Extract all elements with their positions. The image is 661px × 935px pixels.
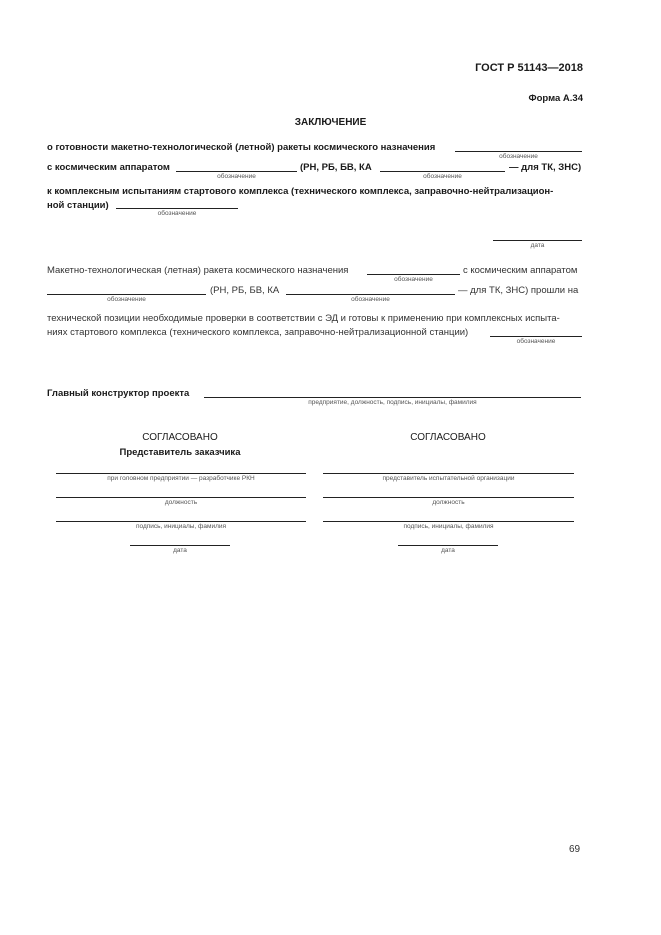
- approval-left-date-caption: дата: [173, 547, 187, 554]
- approval-right-position-caption: должность: [432, 499, 465, 506]
- approval-right-date-field[interactable]: [398, 545, 498, 546]
- rocket-designation-caption: обозначение: [499, 153, 538, 160]
- spacecraft-designation-caption: обозначение: [217, 173, 256, 180]
- page-number: 69: [569, 844, 581, 855]
- form-number: Форма А.34: [528, 93, 583, 104]
- heading-line-4: ной станции): [47, 200, 109, 211]
- approval-left-subtitle: Представитель заказчика: [119, 447, 241, 458]
- body-line-3: технической позиции необходимые проверки в соответствии с ЭД и готовы к применению при комплексных испыта-: [47, 313, 560, 324]
- approval-right-title: СОГЛАСОВАНО: [410, 432, 486, 443]
- date-field[interactable]: [493, 240, 582, 241]
- chief-designer-caption: предприятие, должность, подпись, инициалы, фамилия: [308, 399, 477, 406]
- approval-left-org-caption: при головном предприятии — разработчике РКН: [107, 475, 255, 482]
- body-line-2-suffix: — для ТК, ЗНС) прошли на: [458, 285, 579, 296]
- approval-right-signature-field[interactable]: [323, 521, 574, 522]
- standard-id: ГОСТ Р 51143—2018: [475, 62, 583, 74]
- chief-designer-field[interactable]: [204, 397, 581, 398]
- body-line-2-types: (РН, РБ, БВ, КА: [210, 285, 280, 296]
- station-designation-caption: обозначение: [157, 210, 197, 217]
- document-title: ЗАКЛЮЧЕНИЕ: [294, 117, 367, 128]
- body-station-designation-field[interactable]: [490, 336, 582, 337]
- body-rocket-designation-field[interactable]: [367, 274, 460, 275]
- body-spacecraft-designation-caption: обозначение: [107, 296, 146, 303]
- chief-designer-label: Главный конструктор проекта: [47, 388, 190, 399]
- body-station-designation-caption: обозначение: [516, 338, 556, 345]
- approval-left-signature-caption: подпись, инициалы, фамилия: [135, 523, 227, 530]
- body-line-1-a: Макетно-технологическая (летная) ракета космического назначения: [47, 265, 349, 276]
- body-line-1-b: с космическим аппаратом: [463, 265, 578, 276]
- approval-right-org-caption: представитель испытательной организации: [382, 475, 515, 482]
- rocket-designation-field[interactable]: [455, 151, 582, 152]
- body-rocket-designation-caption: обозначение: [394, 276, 433, 283]
- approval-left-org-field[interactable]: [56, 473, 306, 474]
- heading-line-2-suffix: — для ТК, ЗНС): [509, 162, 582, 173]
- ka-designation-caption: обозначение: [423, 173, 462, 180]
- approval-left-title: СОГЛАСОВАНО: [142, 432, 218, 443]
- approval-right-signature-caption: подпись, инициалы, фамилия: [403, 523, 494, 530]
- body-line-4: ниях стартового комплекса (технического комплекса, заправочно-нейтрализационной станции): [47, 327, 469, 338]
- approval-right-date-caption: дата: [441, 547, 455, 554]
- station-designation-field[interactable]: [116, 208, 238, 209]
- approval-left-position-field[interactable]: [56, 497, 306, 498]
- heading-line-3: к комплексным испытаниям стартового комплекса (технического комплекса, заправочно-нейтрализацион-: [47, 186, 554, 197]
- body-ka-designation-caption: обозначение: [351, 296, 390, 303]
- spacecraft-designation-field[interactable]: [176, 171, 297, 172]
- approval-left-signature-field[interactable]: [56, 521, 306, 522]
- body-ka-designation-field[interactable]: [286, 294, 455, 295]
- approval-left-position-caption: должность: [164, 499, 198, 506]
- ka-designation-field[interactable]: [380, 171, 505, 172]
- heading-line-2-types: (РН, РБ, БВ, КА: [300, 162, 372, 173]
- date-caption: дата: [530, 242, 545, 249]
- approval-right-position-field[interactable]: [323, 497, 574, 498]
- heading-line-1: о готовности макетно-технологической (летной) ракеты космического назначения: [47, 142, 436, 153]
- body-spacecraft-designation-field[interactable]: [47, 294, 206, 295]
- approval-left-date-field[interactable]: [130, 545, 230, 546]
- approval-right-org-field[interactable]: [323, 473, 574, 474]
- heading-line-2-label: с космическим аппаратом: [47, 162, 170, 173]
